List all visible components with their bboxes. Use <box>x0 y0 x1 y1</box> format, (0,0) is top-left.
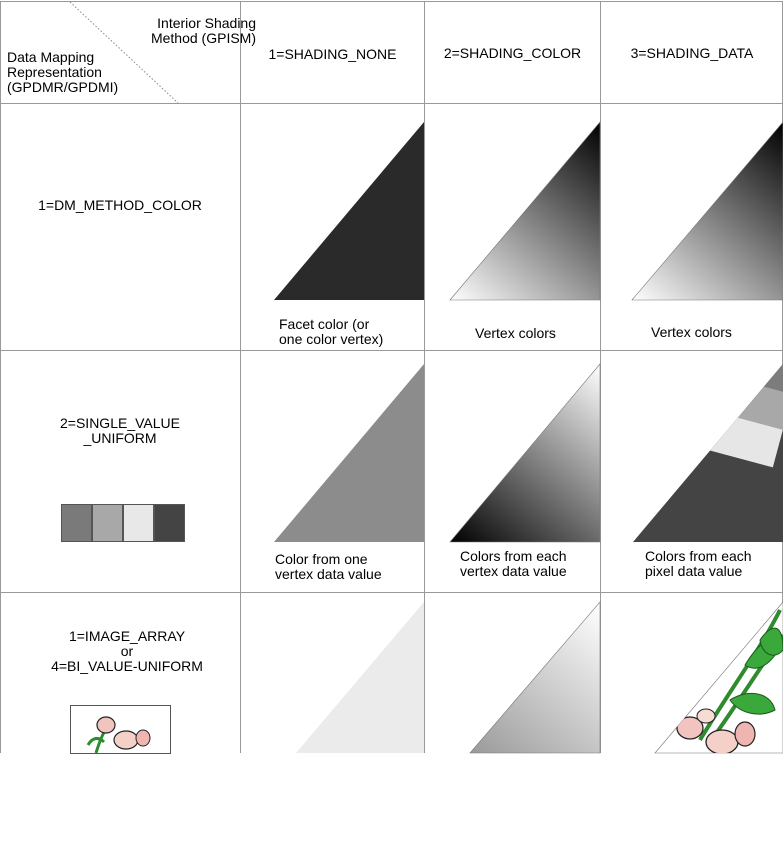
value-swatch <box>124 505 154 542</box>
triangle-vertex-colors <box>450 122 600 300</box>
column-header-shading-color: 2=SHADING_COLOR <box>443 45 582 61</box>
triangle-image-gradient <box>470 602 600 753</box>
caption-each-pixel-value: Colors from each pixel data value <box>645 548 752 579</box>
triangle-vertex-colors-data <box>632 122 783 300</box>
caption-each-vertex-value: Colors from each vertex data value <box>460 548 567 579</box>
caption-vertex-colors-2: Vertex colors <box>475 325 556 341</box>
value-swatches <box>62 505 185 542</box>
corner-label-shading-method: Interior Shading Method (GPISM) <box>150 15 256 46</box>
value-swatch <box>62 505 92 542</box>
column-header-shading-none: 1=SHADING_NONE <box>268 46 397 62</box>
caption-one-vertex-value: Color from one vertex data value <box>275 551 382 582</box>
triangle-uniform-gray <box>274 364 424 542</box>
triangle-image-light <box>296 602 424 753</box>
column-header-shading-data: 3=SHADING_DATA <box>630 45 754 61</box>
row-label-image-array: 1=IMAGE_ARRAY or 4=BI_VALUE-UNIFORM <box>51 628 203 674</box>
triangle-facet-color <box>274 122 424 300</box>
value-swatch <box>155 505 185 542</box>
row-label-single-value-uniform: 2=SINGLE_VALUE _UNIFORM <box>60 415 180 446</box>
caption-facet-color: Facet color (or one color vertex) <box>279 316 384 347</box>
caption-vertex-colors-3: Vertex colors <box>651 324 732 340</box>
value-swatch <box>93 505 123 542</box>
corner-label-data-mapping: Data Mapping Representation (GPDMR/GPDMI) <box>7 49 119 95</box>
triangle-vertex-data-gradient <box>450 364 600 542</box>
row-label-dm-method-color: 1=DM_METHOD_COLOR <box>38 197 202 213</box>
